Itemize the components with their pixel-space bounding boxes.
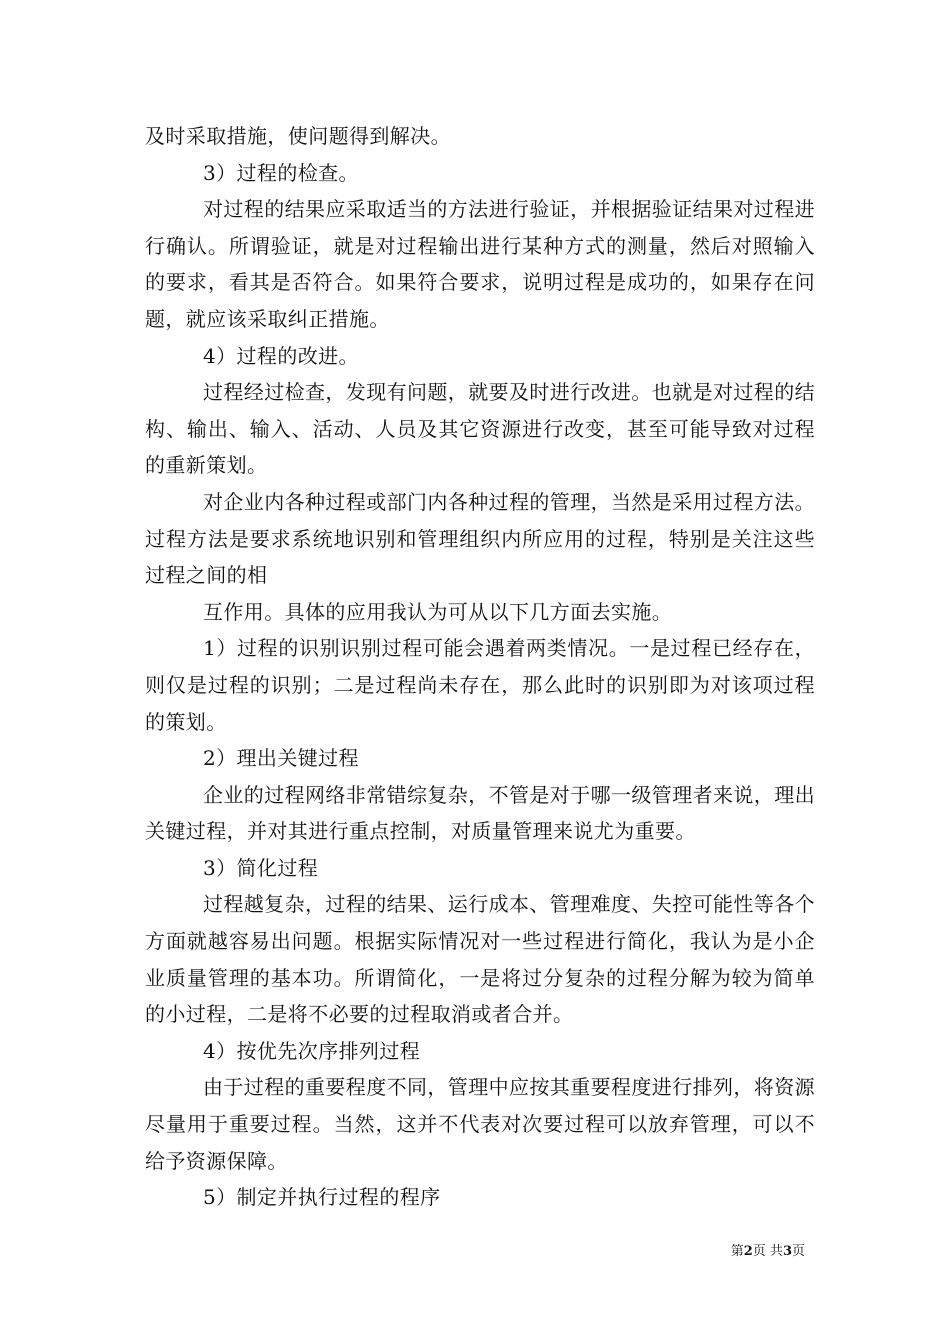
footer-suffix: 页 bbox=[791, 1244, 805, 1259]
paragraph-3: 对过程的结果应采取适当的方法进行验证，并根据验证结果对过程进行确认。所谓验证，就是对过程输出进行某种方式的测量，然后对照输入的要求，看其是否符合。如果符合要求，说明过程是成功的，如果存在问题，就应该采取纠正措施。 bbox=[145, 197, 815, 331]
total-page-number: 3 bbox=[782, 1244, 792, 1259]
document-body bbox=[145, 118, 815, 1216]
paragraph-10: 企业的过程网络非常错综复杂，不管是对于哪一级管理者来说，理出关键过程，并对其进行重点控制，对质量管理来说尤为重要。 bbox=[145, 782, 815, 844]
paragraph-9: 2）理出关键过程 bbox=[203, 746, 359, 771]
paragraph-5: 过程经过检查，发现有问题，就要及时进行改进。也就是对过程的结构、输出、输入、活动、人员及其它资源进行改变，甚至可能导致对过程的重新策划。 bbox=[145, 380, 815, 478]
footer-prefix: 第 bbox=[730, 1244, 744, 1259]
paragraph-2: 3）过程的检查。 bbox=[203, 160, 359, 185]
paragraph-8: 1）过程的识别识别过程可能会遇着两类情况。一是过程已经存在，则仅是过程的识别；二是过程尚未存在，那么此时的识别即为对该项过程的策划。 bbox=[145, 636, 815, 734]
paragraph-15: 5）制定并执行过程的程序 bbox=[203, 1185, 441, 1210]
footer-middle: 页 共 bbox=[752, 1244, 783, 1259]
page-footer bbox=[731, 1244, 805, 1260]
paragraph-1: 及时采取措施，使问题得到解决。 bbox=[145, 124, 451, 148]
paragraph-12: 过程越复杂，过程的结果、运行成本、管理难度、失控可能性等各个方面就越容易出问题。根据实际情况对一些过程进行简化，我认为是小企业质量管理的基本功。所谓简化，一是将过分复杂的过程分解为较为简单的小过程，二是将不必要的过程取消或者合并。 bbox=[145, 892, 815, 1027]
paragraph-14: 由于过程的重要程度不同，管理中应按其重要程度进行排列，将资源尽量用于重要过程。当然，这并不代表对次要过程可以放弃管理，可以不给予资源保障。 bbox=[145, 1075, 815, 1173]
paragraph-4: 4）过程的改进。 bbox=[203, 343, 359, 368]
paragraph-6: 对企业内各种过程或部门内各种过程的管理，当然是采用过程方法。过程方法是要求系统地识别和管理组织内所应用的过程，特别是关注这些过程之间的相 bbox=[145, 489, 815, 588]
paragraph-13: 4）按优先次序排列过程 bbox=[203, 1038, 421, 1063]
paragraph-7: 互作用。具体的应用我认为可从以下几方面去实施。 bbox=[203, 599, 673, 624]
current-page-number: 2 bbox=[743, 1244, 753, 1259]
paragraph-11: 3）简化过程 bbox=[203, 855, 319, 880]
